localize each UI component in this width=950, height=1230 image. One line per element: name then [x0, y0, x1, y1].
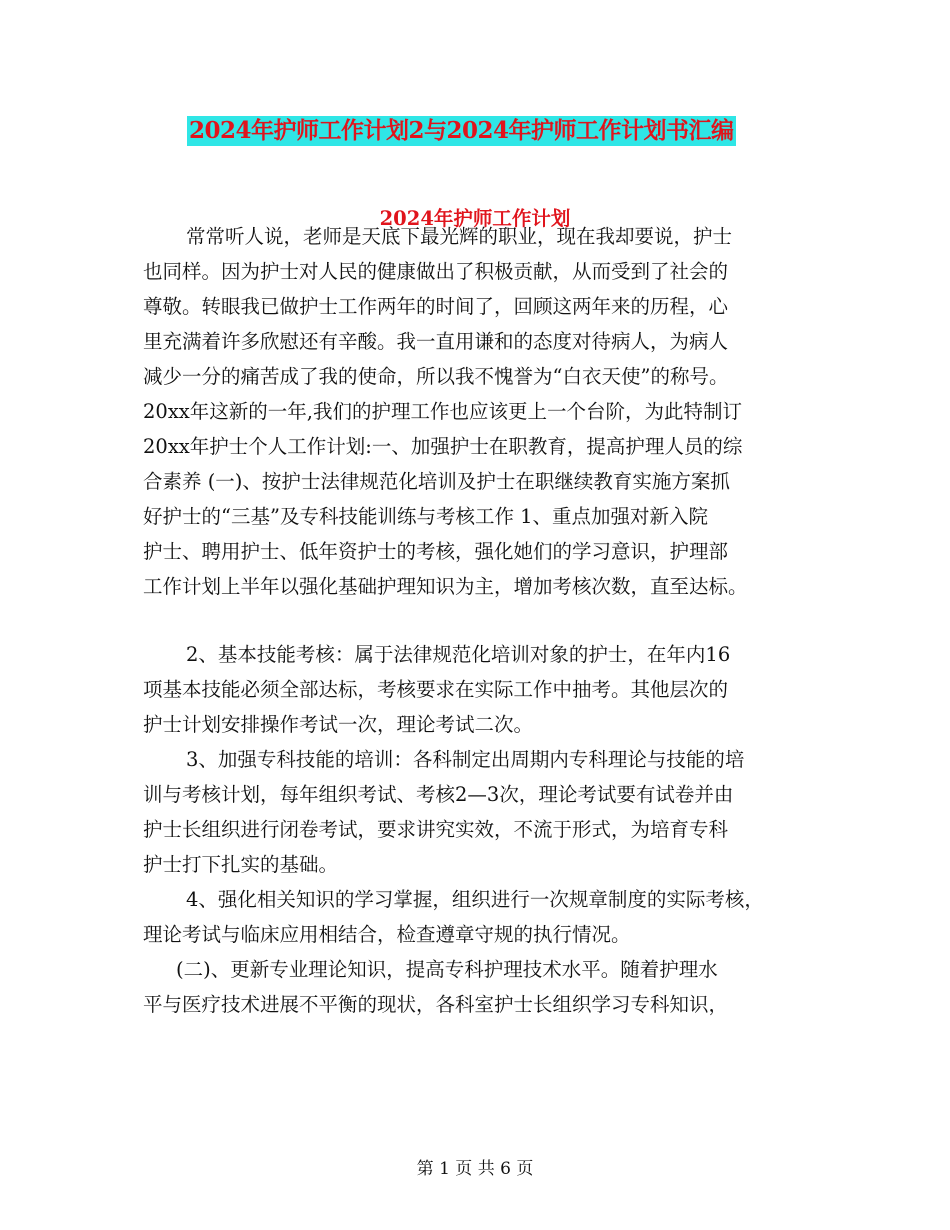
text-line: 20xx年这新的一年,我们的护理工作也应该更上一个台阶，为此特制订 — [143, 400, 743, 423]
text-line: 也同样。因为护士对人民的健康做出了积极贡献，从而受到了社会的 — [143, 260, 729, 283]
text-line: 尊敬。转眼我已做护士工作两年的时间了，回顾这两年来的历程，心 — [143, 295, 729, 318]
text-line: (二)、更新专业理论知识，提高专科护理技术水平。随着护理水 — [176, 958, 718, 981]
text-line: 4、强化相关知识的学习掌握，组织进行一次规章制度的实际考核， — [186, 888, 764, 911]
text-line: 护士、聘用护士、低年资护士的考核，强化她们的学习意识，护理部 — [143, 540, 729, 563]
section-title: 2024年护师工作计划 — [379, 207, 571, 230]
text-line: 理论考试与临床应用相结合，检查遵章守规的执行情况。 — [143, 923, 631, 946]
page-footer: 第 1 页 共 6 页 — [416, 1159, 534, 1179]
text-line: 2、基本技能考核：属于法律规范化培训对象的护士，在年内16 — [186, 643, 731, 666]
text-line: 护士计划安排操作考试一次，理论考试二次。 — [143, 713, 534, 736]
text-line: 好护士的“三基”及专科技能训练与考核工作 1、重点加强对新入院 — [143, 505, 709, 528]
text-line: 20xx年护士个人工作计划:一、加强护士在职教育，提高护理人员的综 — [143, 435, 743, 458]
text-line: 合素养 (一)、按护士法律规范化培训及护士在职继续教育实施方案抓 — [143, 470, 730, 493]
text-line: 训与考核计划，每年组织考试、考核2—3次，理论考试要有试卷并由 — [143, 783, 734, 806]
text-line: 减少一分的痛苦成了我的使命，所以我不愧誉为“白衣天使”的称号。 — [143, 365, 729, 388]
text-line: 工作计划上半年以强化基础护理知识为主，增加考核次数，直至达标。 — [143, 575, 748, 598]
text-line: 3、加强专科技能的培训：各科制定出周期内专科理论与技能的培 — [186, 748, 745, 771]
document-title: 2024年护师工作计划2与2024年护师工作计划书汇编 — [189, 117, 734, 144]
text-line: 里充满着许多欣慰还有辛酸。我一直用谦和的态度对待病人，为病人 — [143, 330, 729, 353]
text-line: 平与医疗技术进展不平衡的现状，各科室护士长组织学习专科知识， — [143, 993, 729, 1016]
text-line: 护士打下扎实的基础。 — [143, 853, 339, 876]
text-line: 常常听人说，老师是天底下最光辉的职业，现在我却要说，护士 — [186, 225, 733, 248]
text-line: 项基本技能必须全部达标，考核要求在实际工作中抽考。其他层次的 — [143, 678, 729, 701]
text-line: 护士长组织进行闭卷考试，要求讲究实效，不流于形式，为培育专科 — [143, 818, 729, 841]
